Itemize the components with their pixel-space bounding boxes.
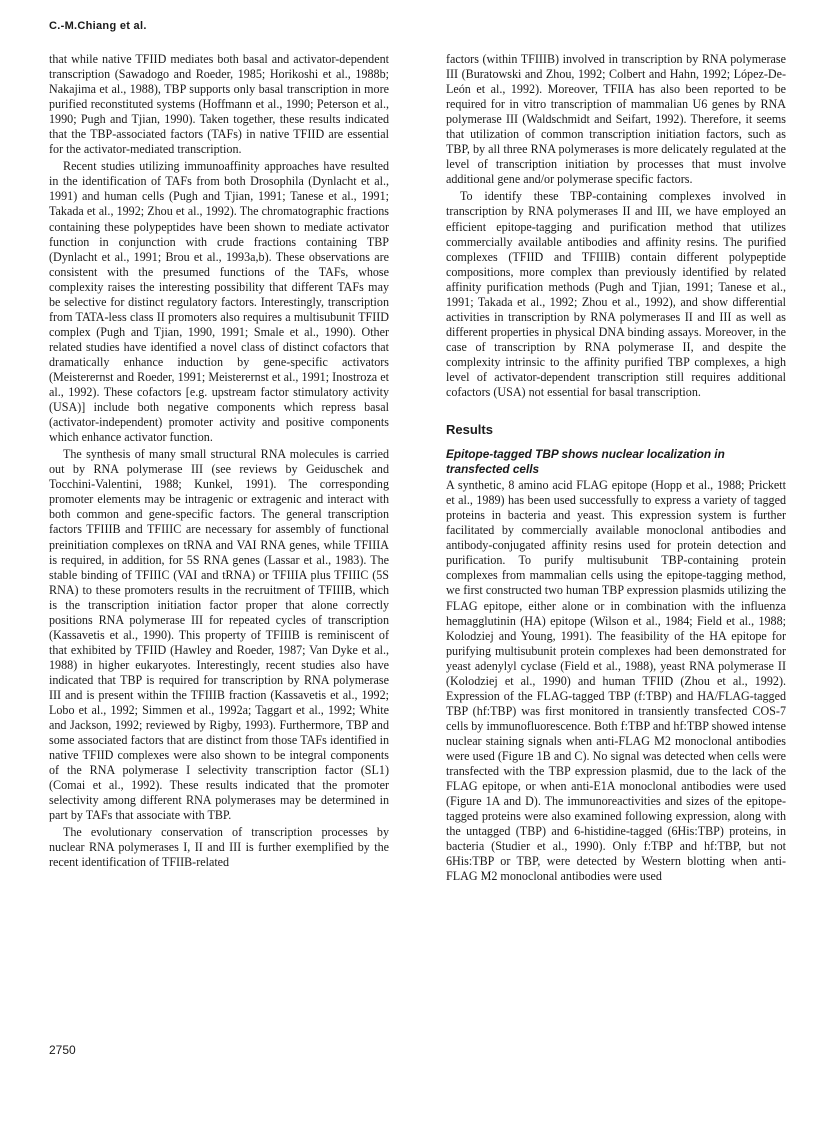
paragraph: The synthesis of many small structural RNA molecules is carried out by RNA polymerase III (see reviews by Geiduschek and Tocchini-Valentini, 1988; Kunkel, 1991). The corresponding promoter elements may be intragenic or extragenic and interact with both common and gene-specific factors. The general transcription factors TFIIIB and TFIIIC are necessary for assembly of functional preinitiation complexes on tRNA and VAI RNA genes, while TFIIIA is required, in addition, for 5S RNA genes (Lassar et al., 1983). The stable binding of TFIIIC (VAI and tRNA) or TFIIIA plus TFIIIC (5S RNA) to these promoters results in the recruitment of TFIIIB, which is the transcription initiation factor proper that alone correctly positions RNA polymerase III for repeated cycles of transcription (Kassavetis et al., 1990). This property of TFIIIB is reminiscent of that exhibited by TFIID (Hawley and Roeder, 1987; Van Dyke et al., 1988) in higher eukaryotes. Interestingly, recent studies also have indicated that TBP is required for transcription by RNA polymerase III and is present within the TFIIIB fraction (Kassavetis et al., 1992; Lobo et al., 1992; Simmen et al., 1992a; Taggart et al., 1992; White and Jackson, 1992; reviewed by Rigby, 1993). Furthermore, TBP and some associated factors that are distinct from those TAFs identified in native TFIID complexes were also shown to be integral components of the RNA polymerase I selectivity transcription factor (SL1) (Comai et al., 1992). These results indicated that the promoter selectivity among different RNA polymerases may be determined in part by TAFs that associate with TBP. [49,447,389,823]
paragraph: A synthetic, 8 amino acid FLAG epitope (Hopp et al., 1988; Prickett et al., 1989) has been used successfully to express a variety of tagged proteins in bacteria and yeast. This expression system is further facilitated by commercially available monoclonal antibodies and antibody-conjugated affinity resins used for protein detection and purification. To purify multisubunit TBP-containing protein complexes from mammalian cells using the epitope-tagging method, we first constructed two human TBP expression plasmids utilizing the FLAG epitope, either alone or in combination with the influenza hemagglutinin (HA) epitope (Wilson et al., 1984; Field et al., 1988; Kolodziej and Young, 1991). The feasibility of the HA epitope for purifying multisubunit protein complexes had been demonstrated for yeast adenylyl cyclase (Field et al., 1988), yeast RNA polymerase II (Kolodziej et al., 1990) and human TFIID (Zhou et al., 1992). Expression of the FLAG-tagged TBP (f:TBP) and HA/FLAG-tagged TBP (hf:TBP) was first monitored in transiently transfected COS-7 cells by immunofluorescence. Both f:TBP and hf:TBP showed intense nuclear staining signals when anti-FLAG M2 monoclonal antibodies were used (Figure 1B and C). No signal was detected when cells were transfected with the TBP expression plasmid, due to the lack of the FLAG epitope, or when anti-E1A monoclonal antibodies were used (Figure 1A and D). The immunoreactivities and sizes of the epitope-tagged proteins were also examined following expression, along with the untagged (TBP) and 6-histidine-tagged (6His:TBP) proteins, in bacteria (Studier et al., 1990). Only f:TBP and hf:TBP, but not 6His:TBP or TBP, were detected by Western blotting when anti-FLAG M2 monoclonal antibodies were used [446,478,786,884]
right-column [446,52,786,884]
subsection-heading: Epitope-tagged TBP shows nuclear localization in transfected cells [446,447,725,477]
paragraph: that while native TFIID mediates both basal and activator-dependent transcription (Sawadogo and Roeder, 1985; Horikoshi et al., 1988b; Nakajima et al., 1988), TBP supports only basal transcription in more purified reconstituted systems (Hoffmann et al., 1990; Peterson et al., 1990; Pugh and Tjian, 1990). Taken together, these results indicated that the TBP-associated factors (TAFs) in native TFIID are essential for the activator-mediated transcription. [49,52,389,157]
running-head: C.-M.Chiang et al. [49,20,147,32]
paragraph: Recent studies utilizing immunoaffinity approaches have resulted in the identification of TAFs from both Drosophila (Dynlacht et al., 1991) and human cells (Pugh and Tjian, 1991; Tanese et al., 1991; Takada et al., 1992; Zhou et al., 1992). The chromatographic fractions containing these polypeptides have been shown to mediate activator function in conjunction with crude fractions containing TBP (Dynlacht et al., 1991; Brou et al., 1993a,b). These observations are consistent with the presumed functions of the TAFs, whose complexity raises the interesting possibility that different TAFs may be selective for distinct regulatory factors. Interestingly, transcription from TATA-less class II promoters also requires a multisubunit TFIID complex (Pugh and Tjian, 1990, 1991; Smale et al., 1990). Other related studies have identified a novel class of distinct cofactors that dramatically enhance induction by gene-specific activators (Meisterernst and Roeder, 1991; Meisterernst et al., 1991; Inostroza et al., 1992). These cofactors [e.g. upstream factor stimulatory activity (USA)] include both negative components which repress basal (activator-independent) promoter activity and positive components which enhance activator function. [49,159,389,445]
paragraph: To identify these TBP-containing complexes involved in transcription by RNA polymerases II and III, we have employed an efficient epitope-tagging and purification method that utilizes commercially available antibodies and affinity resins. The purified complexes (TFIID and TFIIIB) contain different polypeptide compositions, more complex than previously identified by related affinity purification methods (Pugh and Tjian, 1991; Tanese et al., 1991; Takada et al., 1992; Zhou et al., 1992), and show differential activities in transcription by RNA polymerases II and III as well as different properties in physical DNA binding assays. Moreover, in the case of transcription by RNA polymerase II, and despite the complexity intrinsic to the affinity purified TBP complexes, a high level of activator-dependent transcription still requires additional cofactors (USA) not essential for basal transcription. [446,189,786,400]
left-column [49,52,389,871]
section-heading: Results [446,422,493,438]
paragraph: factors (within TFIIIB) involved in transcription by RNA polymerase III (Buratowski and Zhou, 1992; Colbert and Hahn, 1992; López-De-León et al., 1992). Moreover, TFIIA has also been reported to be required for in vitro transcription of mammalian U6 genes by RNA polymerase III (Waldschmidt and Seifart, 1992). Therefore, it seems that utilization of common transcription initiation factors, such as TBP, by all three RNA polymerases is more delicately regulated at the level of transcription initiation by processes that must involve additional gene and/or polymerase specific factors. [446,52,786,187]
paragraph: The evolutionary conservation of transcription processes by nuclear RNA polymerases I, II and III is further exemplified by the recent identification of TFIIB-related [49,825,389,870]
page-number: 2750 [49,1043,76,1057]
